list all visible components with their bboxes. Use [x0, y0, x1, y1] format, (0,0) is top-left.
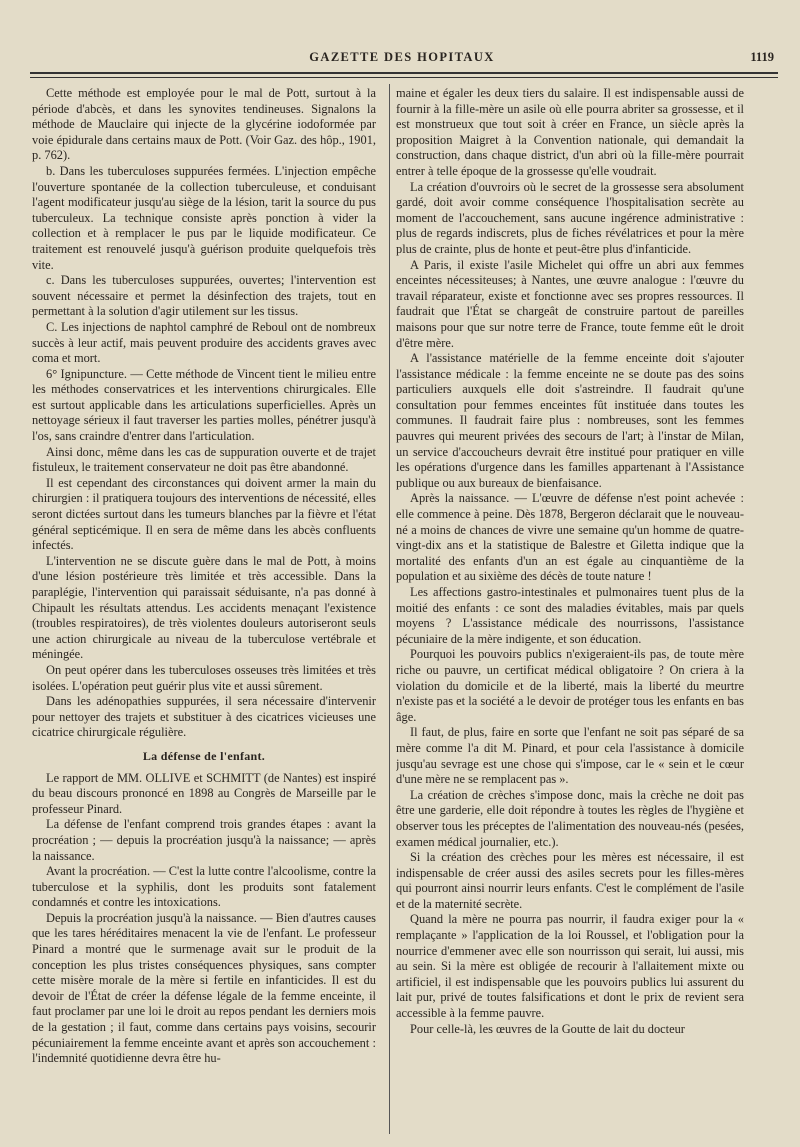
paragraph: b. Dans les tuberculoses suppurées fermées. L'injection empêche l'ouverture spontanée de la collection tuberculeuse, et conduisant l'agent modificateur jusqu'au siège de la lésion, tarit la source du pus tuberculeux. La technique consiste après ponction à vider la collection et à remplacer le pus par le liquide modificateur. Ce traitement est renouvelé jusqu'à guérison produite quelquefois très vite.: [32, 163, 376, 272]
paragraph: La création d'ouvroirs où le secret de la grossesse sera absolument gardé, doit avoir comme conséquence l'hospitalisation secrète au moment de l'accouchement, sans aucune ingérence administrative : plus de regards indiscrets, plus de fiches révélatrices et pour la mère plus de crainte, plus de honte et peut-être plus d'infanticide.: [396, 179, 744, 256]
paragraph: On peut opérer dans les tuberculoses osseuses très limitées et très isolées. L'opération peut guérir plus vite et aussi sûrement.: [32, 662, 376, 693]
paragraph: Après la naissance. — L'œuvre de défense n'est point achevée : elle commence à peine. Dès 1878, Bergeron déclarait que le nouveau-né a moins de chances de vivre une semaine qu'un homme de quatre-vingt-dix ans et la statistique de Balestre et Giletta indique que la mortalité des enfants d'un an est égale au cinquantième de la population et au sixième des décès de toute nature !: [396, 491, 744, 584]
journal-title: GAZETTE DES HOPITAUX: [309, 50, 495, 64]
paragraph: Si la création des crèches pour les mères est nécessaire, il est indispensable de créer aussi des asiles secrets pour les filles-mères qui pourront ainsi nourrir leurs enfants. C'est le complément de l'asile et de la maternité secrète.: [396, 850, 744, 911]
paragraph: Pour celle-là, les œuvres de la Goutte de lait du docteur: [410, 1021, 685, 1036]
paragraph: A Paris, il existe l'asile Michelet qui offre un abri aux femmes enceintes nécessiteuses; à Nantes, une œuvre analogue : l'œuvre du travail réparateur, existe et fonctionne avec ses propres ressources. Il faudrait que l'État se chargeât de construire partout de pareilles maisons pour que sur notre terre de France, toute femme eût le droit d'être mère.: [396, 257, 744, 350]
paragraph: Depuis la procréation jusqu'à la naissance. — Bien d'autres causes que les tares héréditaires menacent la vie de l'enfant. Le professeur Pinard a montré que le surmenage avait sur le produit de la conception les plus tristes conséquences physiques, sans compter cette misère morale de la mère si fertile en infanticides. Il est du devoir de l'État de créer la défense légale de la femme enceinte, il faut proclamer par une loi le droit au repos pendant les derniers mois de la gestation ; il faut, comme dans certains pays voisins, secourir pécuniairement la femme enceinte avant et après son accouchement : l'indemnité quotidienne devra être hu-: [32, 910, 376, 1066]
paragraph: Pourquoi les pouvoirs publics n'exigeraient-ils pas, de toute mère riche ou pauvre, un certificat médical obligatoire ? On criera à la violation du domicile et de la liberté, mais la liberté du meurtre n'existe pas et la société a le devoir de protéger tous les enfants en bas âge.: [396, 647, 744, 724]
paragraph: Les affections gastro-intestinales et pulmonaires tuent plus de la moitié des enfants : ce sont des maladies évitables, mais par quels moyens ? L'assistance médicale des nourrissons, l'assistance pécuniaire de la mère indigente, et son éducation.: [396, 585, 744, 646]
paragraph: 6° Ignipuncture. — Cette méthode de Vincent tient le milieu entre les méthodes conservatrices et les interventions chirurgicales. Elle est surtout applicable dans les articulations superficielles. Après un nettoyage sérieux il faut traverser les parties molles, pénétrer jusqu'à l'os, sans craindre d'entrer dans l'articulation.: [32, 366, 376, 444]
paragraph: Le rapport de MM. OLLIVE et SCHMITT (de Nantes) est inspiré du beau discours prononcé en 1898 au Congrès de Marseille par le professeur Pinard.: [32, 770, 376, 816]
page-number: 1119: [750, 50, 774, 64]
paragraph: Quand la mère ne pourra pas nourrir, il faudra exiger pour la « remplaçante » l'application de la loi Roussel, et l'obligation pour la nourrice d'emmener avec elle son nourrisson qui serait, lui aussi, mis au sein. Si la mère est obligée de recourir à l'allaitement mixte ou artificiel, il est indispensable que les pouvoirs publics lui assurent du lait pur, privé de toutes falsifications et dont le prix de revient sera accessible à la femme pauvre.: [396, 912, 744, 1021]
paragraph: Cette méthode est employée pour le mal de Pott, surtout à la période d'abcès, et dans les synovites tendineuses. Signalons la méthode de Mauclaire qui injecte de la glycérine iodoformée par voie épidurale dans certains maux de Pott. (Voir Gaz. des hôp., 1901, p. 762).: [32, 86, 376, 163]
paragraph: Dans les adénopathies suppurées, il sera nécessaire d'intervenir pour nettoyer des trajets et substituer à des cicatrices vicieuses une cicatrice chirurgicale régulière.: [32, 694, 376, 740]
paragraph: La défense de l'enfant comprend trois grandes étapes : avant la procréation ; — depuis la procréation jusqu'à la naissance; — après la naissance.: [32, 817, 376, 863]
paragraph: Ainsi donc, même dans les cas de suppuration ouverte et de trajet fistuleux, le traitement conservateur ne doit pas être abandonné.: [32, 444, 376, 475]
paragraph: Il faut, de plus, faire en sorte que l'enfant ne soit pas séparé de sa mère comme l'a dit M. Pinard, et pour cela l'assistance à domicile jusqu'au sevrage est une chose qui s'impose, car le « sein et le cœur d'une mère ne se remplacent pas ».: [396, 725, 744, 787]
column-divider: [389, 84, 390, 1134]
paragraph: A l'assistance matérielle de la femme enceinte doit s'ajouter l'assistance médicale : la femme enceinte ne se doute pas des soins particuliers auxquels elle doit s'astreindre. Il faudrait qu'une consultation pour femmes enceintes fût instituée dans toutes les communes. Il faudrait faire plus : nombreuses, sont les femmes pauvres qui meurent privées des secours de l'art; à l'instar de Milan, un service d'accoucheurs devrait être institué pour pratiquer en ville les opérations d'urgence dans les familles appartenant à l'Assistance publique ou aux bureaux de bienfaisance.: [396, 351, 744, 490]
section-heading: La défense de l'enfant.: [142, 748, 266, 763]
page-header: [30, 50, 774, 72]
paragraph: L'intervention ne se discute guère dans le mal de Pott, à moins d'une lésion postérieure très limitée et très accessible. Dans la paraplégie, l'intervention qui paraissait séduisante, n'a pas donné à Chipault les résultats attendus. Les accidents menaçant l'existence (troubles respiratoires), de très violentes douleurs autoriseront seuls une action chirurgicale au niveau de la tuberculose vertébrale et méningée.: [32, 553, 376, 662]
paragraph: maine et égaler les deux tiers du salaire. Il est indispensable aussi de fournir à la fille-mère un asile où elle pourra abriter sa grossesse, et il est monstrueux que tout soit à créer en France, un siècle après la proposition Maigret à la Convention nationale, qui demandait la construction, dans chaque district, d'un abri où la fille-mère pourrait entrer à telle époque de la grossesse qu'elle voudrait.: [396, 86, 744, 178]
paragraph: La création de crèches s'impose donc, mais la crèche ne doit pas être une garderie, elle doit répondre à toutes les règles de l'hygiène et observer tous les préceptes de l'alimentation des nouveau-nés (pesées, examen médical journalier, etc.).: [396, 787, 744, 849]
left-column: [32, 86, 376, 1141]
header-rule-thick: [30, 72, 778, 74]
header-rule-thin: [30, 77, 778, 78]
right-column: [396, 86, 744, 1141]
paragraph: c. Dans les tuberculoses suppurées, ouvertes; l'intervention est souvent nécessaire et permet la désinfection des trajets, tout en permettant à la solution d'agir utilement sur les tissus.: [32, 273, 376, 319]
paragraph: C. Les injections de naphtol camphré de Reboul ont de nombreux succès à leur actif, mais peuvent produire des accidents graves avec coma et mort.: [32, 319, 376, 366]
paragraph: Avant la procréation. — C'est la lutte contre l'alcoolisme, contre la tuberculose et la syphilis, dont les produits sont fatalement condamnés et contre les intoxications.: [32, 864, 376, 910]
paragraph: Il est cependant des circonstances qui doivent armer la main du chirurgien : il pratiquera toujours des interventions de nécessité, elles seront dictées surtout dans les tumeurs blanches par la fièvre et l'état général septicémique. Il en sera de même dans les abcès confluents infectés.: [32, 475, 376, 553]
